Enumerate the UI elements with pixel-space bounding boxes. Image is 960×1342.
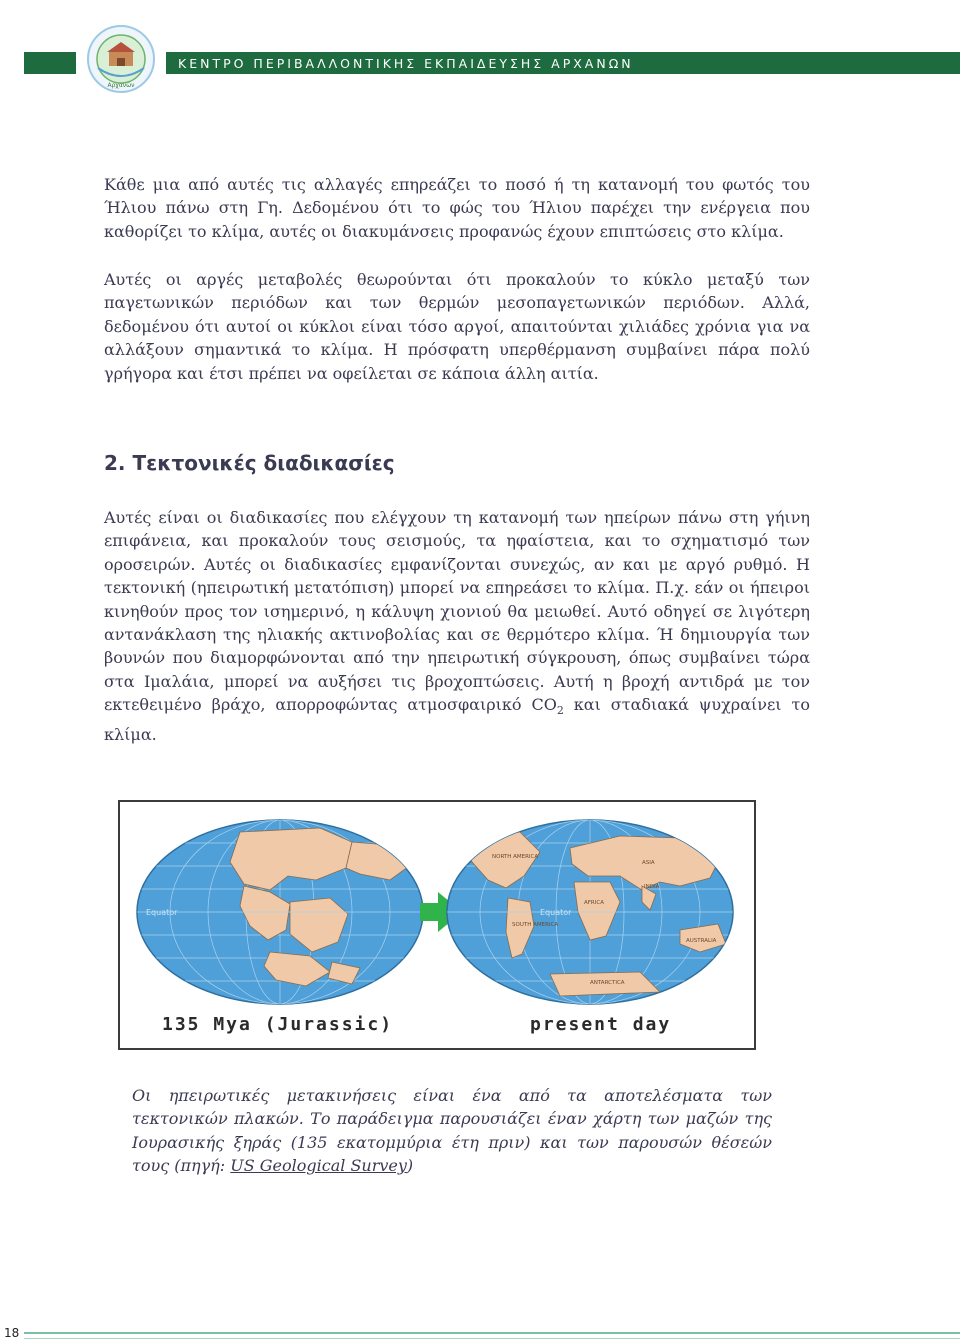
label-south-america: SOUTH AMERICA bbox=[512, 922, 559, 928]
figure-caption bbox=[132, 1084, 772, 1178]
paragraph-glacial-cycles: Αυτές οι αργές μεταβολές θεωρούνται ότι προκαλούν το κύκλο μεταξύ των παγετωνικών περιόδων και των θερμών μεσοπαγετωνικών περιόδων. Αλλά, δεδομένου ότι αυτοί οι κύκλοι είναι τόσο αργοί, απαιτούνται χιλιάδες χρόνια για να αλλάξουν σημαντικά το κλίμα. Η πρόσφατη υπερθέρμανση συμβαίνει πάρα πολύ γρήγορα και έτσι πρέπει να οφείλεται σε κάποια άλλη αιτία. bbox=[104, 270, 810, 383]
label-india: INDIA bbox=[644, 884, 660, 890]
present-day-label: present day bbox=[530, 1014, 672, 1035]
caption-source-suffix: ) bbox=[406, 1156, 414, 1176]
label-north-america: NORTH AMERICA bbox=[492, 854, 539, 860]
footer-rule bbox=[24, 1332, 960, 1334]
header-bar-left bbox=[24, 52, 76, 74]
page-number: 18 bbox=[4, 1326, 20, 1340]
caption-source-prefix: (πηγή: bbox=[174, 1156, 231, 1176]
center-logo bbox=[86, 24, 156, 94]
continental-drift-figure bbox=[118, 800, 756, 1050]
header-title: ΚΕΝΤΡΟ ΠΕΡΙΒΑΛΛΟΝΤΙΚΗΣ ΕΚΠΑΙΔΕΥΣΗΣ ΑΡΧΑΝΩΝ bbox=[178, 56, 634, 71]
paragraph-tectonics bbox=[104, 506, 810, 746]
logo-text: Αρχανών bbox=[107, 82, 135, 89]
tectonics-text-end: και σταδιακά ψυχραίνει το κλίμα. bbox=[104, 695, 810, 744]
label-australia: AUSTRALIA bbox=[686, 938, 717, 944]
caption-text: Οι ηπειρωτικές μετακινήσεις είναι ένα από τα αποτελέσματα των τεκτονικών πλακών. Το παράδειγμα παρουσιάζει έναν χάρτη των μαζών της Ιουρασικής ξηράς (135 εκατομμύρια έτη πριν) και των παρουσών θέσεών τους bbox=[132, 1086, 772, 1176]
label-africa: AFRICA bbox=[584, 900, 604, 906]
jurassic-label: 135 Mya (Jurassic) bbox=[162, 1014, 394, 1035]
paragraph-light-distribution: Κάθε μια από αυτές τις αλλαγές επηρεάζει το ποσό ή τη κατανομή του φωτός του Ήλιου πάνω στη Γη. Δεδομένου ότι το φώς του Ήλιου παρέχει την ενέργεια που καθορίζει το κλίμα, αυτές οι διακυμάνσεις προφανώς έχουν επιπτώσεις στο κλίμα. bbox=[104, 175, 810, 241]
present-day-map bbox=[447, 820, 733, 1004]
section-heading: 2. Τεκτονικές διαδικασίες bbox=[104, 451, 395, 475]
jurassic-map bbox=[137, 820, 423, 1004]
co2-subscript: 2 bbox=[556, 704, 564, 718]
right-equator-label: Equator bbox=[540, 908, 572, 917]
label-antarctica: ANTARCTICA bbox=[590, 980, 625, 986]
caption-source-link[interactable]: US Geological Survey bbox=[230, 1156, 407, 1176]
tectonics-text: Αυτές είναι οι διαδικασίες που ελέγχουν τη κατανομή των ηπείρων πάνω στη γήινη επιφάνεια, και προκαλούν τους σεισμούς, τα ηφαίστεια, και το σχηματισμό των οροσειρών. Αυτές οι διαδικασίες εμφανίζονται συνεχώς, αν και με αργό ρυθμό. Η τεκτονική (ηπειρωτική μετατόπιση) μπορεί να επηρεάσει το κλίμα. Π.χ. εάν οι ήπειροι κινηθούν προς τον ισημερινό, η κάλυψη χιονιού θα μειωθεί. Αυτό οδηγεί σε λιγότερη αντανάκλαση της ηλιακής ακτινοβολίας και σε θερμότερο κλίμα. Ή δημιουργία των βουνών που διαμορφώνονται από την ηπειρωτική σύγκρουση, όπως συμβαίνει τώρα στα Ιμαλάια, μπορεί να αυξήσει τις βροχοπτώσεις. Αυτή η βροχή αντιδρά με τον εκτεθειμένο βράχο, απορροφώντας ατμοσφαιρικό CO bbox=[104, 508, 810, 715]
footer-rule-thin bbox=[24, 1338, 960, 1339]
drift-maps bbox=[120, 802, 754, 1048]
label-asia: ASIA bbox=[642, 860, 655, 866]
left-equator-label: Equator bbox=[146, 908, 178, 917]
